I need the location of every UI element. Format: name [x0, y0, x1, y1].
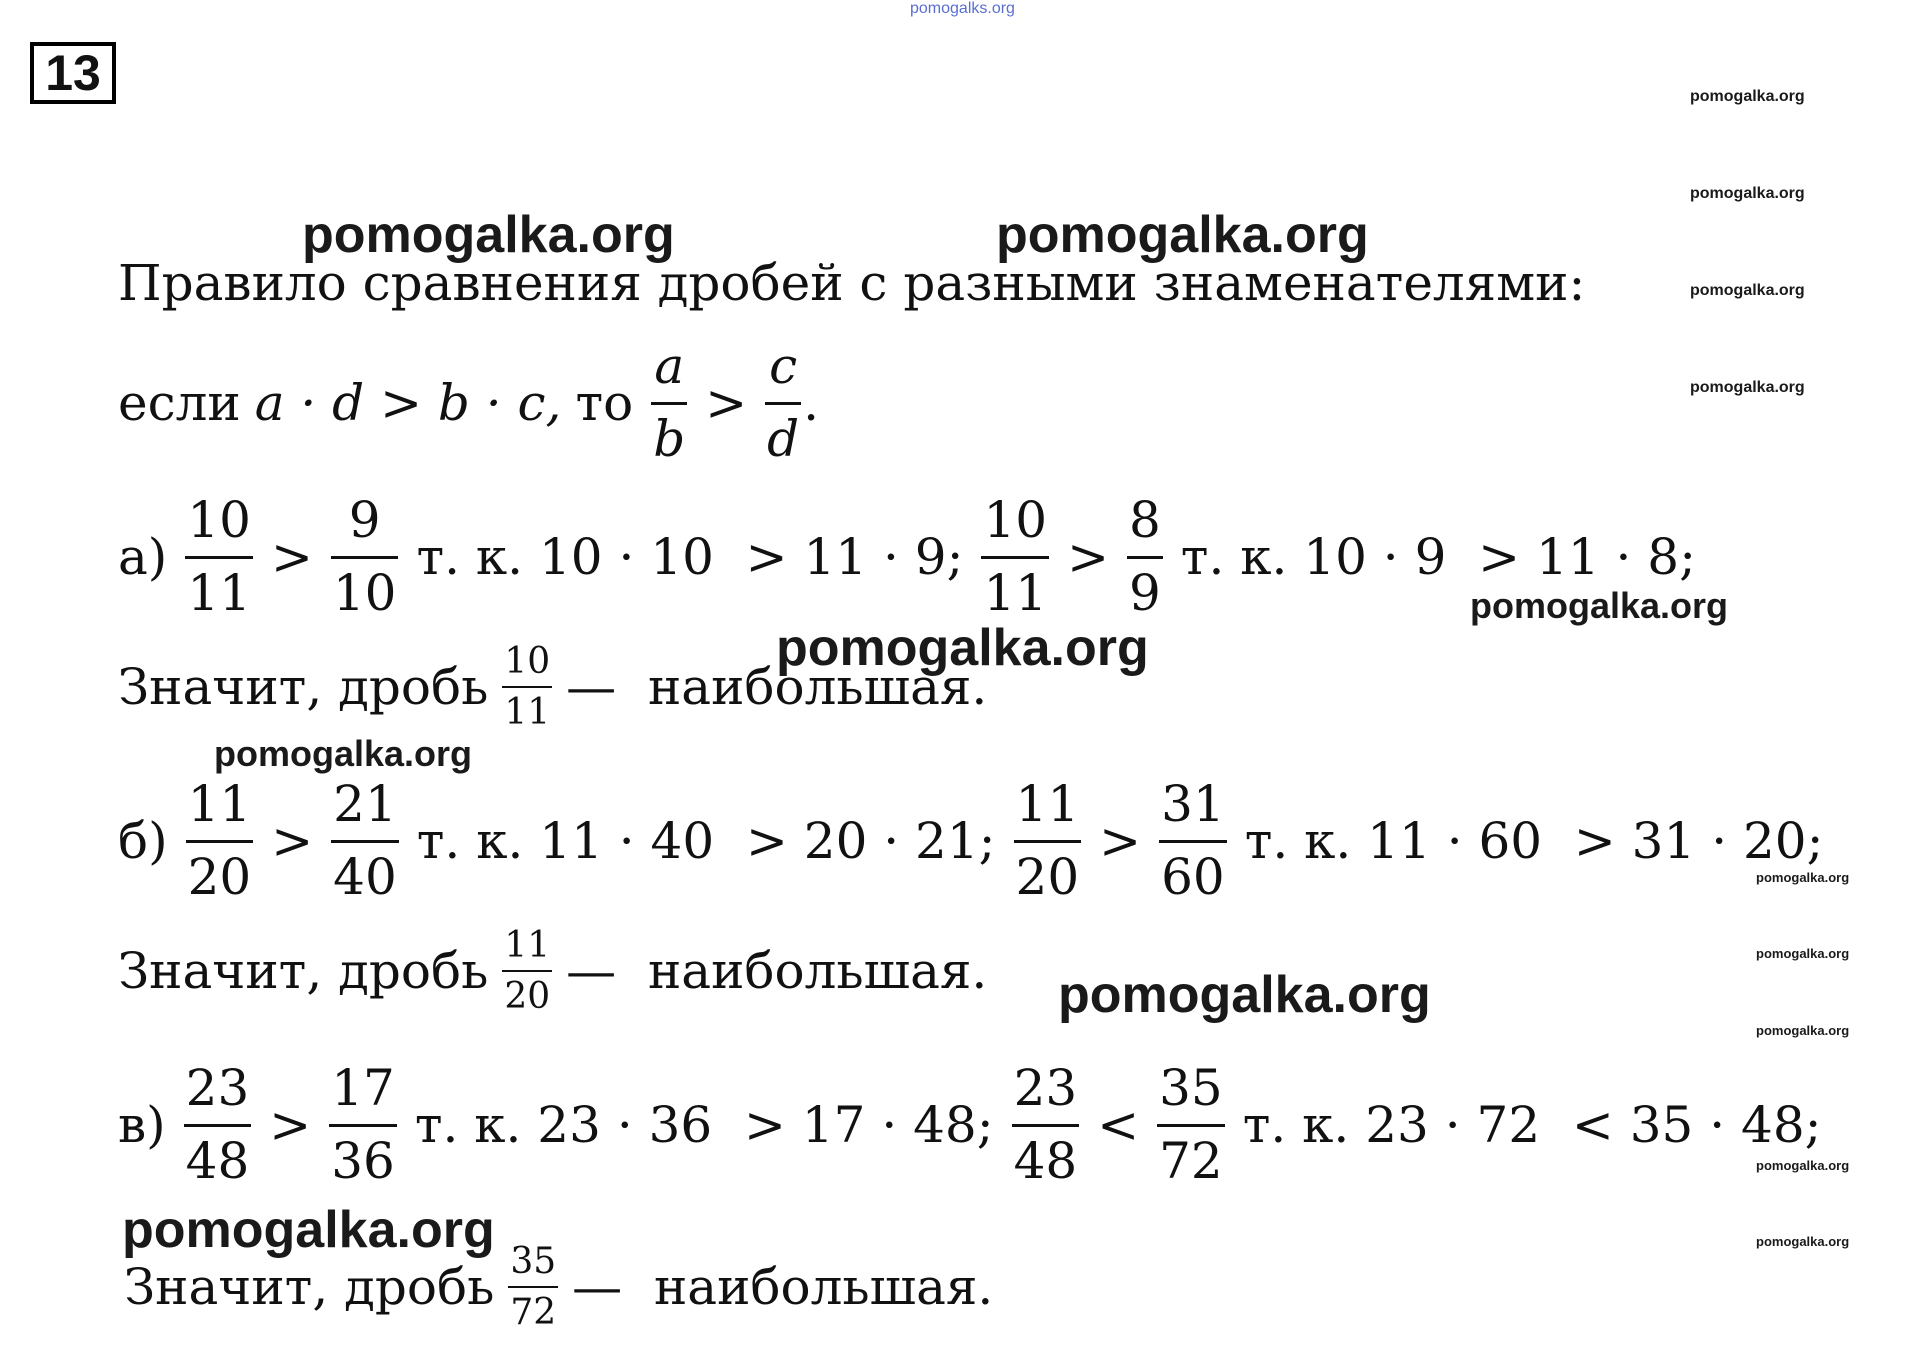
fraction-bar [508, 1286, 558, 1288]
fraction-bar [1014, 840, 1082, 843]
fraction [1159, 776, 1227, 906]
watermark: pomogalka.org [1058, 966, 1431, 1024]
rule-if: если [118, 374, 241, 432]
problem-number: 13 [30, 42, 116, 104]
fraction-numerator: 23 [1013, 1059, 1078, 1117]
fraction [502, 641, 552, 734]
watermark: pomogalka.org [122, 1201, 495, 1259]
fraction-numerator: 10 [983, 491, 1048, 549]
watermark: pomogalka.org [1756, 946, 1850, 961]
part-v-comparisons [118, 1050, 1822, 1200]
fraction-bar [651, 402, 687, 405]
comparison-sign: > [270, 528, 313, 586]
rule-title: Правило сравнения дробей с разными знаменателями: [118, 254, 1586, 312]
rule-condition: a · d > b · c, [254, 374, 562, 432]
fraction [1127, 492, 1163, 622]
fraction-bar [981, 556, 1049, 559]
fraction-numerator: 21 [333, 775, 397, 833]
fraction-numerator: 9 [348, 491, 381, 549]
fraction [185, 492, 253, 622]
watermark: pomogalka.org [1690, 185, 1805, 202]
fraction-denominator: 9 [1128, 563, 1161, 622]
fraction-bar [502, 686, 552, 688]
part-a-comparisons [118, 482, 1696, 632]
fraction-denominator: 11 [187, 563, 251, 622]
watermark: pomogalka.org [1756, 1023, 1850, 1038]
fraction-denominator: 72 [510, 1292, 557, 1333]
fraction-numerator: 11 [187, 775, 252, 833]
fraction-denominator: 48 [185, 1131, 250, 1190]
comparison-reason: т. к. 23 · 36 > 17 · 48; [414, 1096, 994, 1154]
part-b-comparisons [118, 766, 1823, 916]
watermark: pomogalka.org [1690, 282, 1805, 299]
watermark: pomogalka.org [302, 206, 675, 264]
comparison-sign: > [269, 1096, 312, 1154]
comparison-sign: > [271, 812, 314, 870]
fraction [186, 776, 254, 906]
fraction [331, 492, 399, 622]
part-v-conclusion [124, 1222, 993, 1352]
fraction-bar [185, 556, 253, 559]
watermark: pomogalka.org [1756, 1158, 1850, 1173]
watermark: pomogalka.org [1690, 379, 1805, 396]
watermark-top: pomogalks.org [910, 0, 1015, 17]
fraction-denominator: 40 [333, 847, 397, 906]
comparison-sign: > [1099, 812, 1142, 870]
conclusion-suffix: — наибольшая. [572, 1258, 994, 1316]
fraction-bar [502, 970, 552, 972]
fraction-numerator: 35 [510, 1240, 557, 1282]
fraction-numerator: 35 [1159, 1059, 1223, 1117]
fraction [981, 492, 1049, 622]
fraction [1014, 776, 1082, 906]
rule-right-fraction [765, 338, 801, 468]
fraction-denominator: 11 [983, 563, 1048, 622]
fraction-bar [186, 840, 254, 843]
fraction [1012, 1060, 1080, 1190]
fraction-bar [765, 402, 801, 405]
fraction-denominator: 10 [332, 563, 397, 622]
part-b-conclusion [118, 906, 987, 1036]
fraction-numerator: 8 [1128, 491, 1161, 549]
watermark: pomogalka.org [214, 733, 473, 774]
part-label: а) [118, 528, 168, 586]
conclusion-suffix: — наибольшая. [566, 658, 988, 716]
fraction [502, 925, 552, 1018]
fraction-denominator: 20 [187, 847, 252, 906]
fraction-numerator: 11 [504, 924, 551, 966]
rule-end: . [803, 374, 820, 432]
comparison-reason: т. к. 10 · 10 > 11 · 9; [416, 528, 964, 586]
fraction [508, 1241, 558, 1334]
fraction [1157, 1060, 1225, 1190]
fraction-numerator: 31 [1161, 775, 1225, 833]
comparison-reason: т. к. 11 · 40 > 20 · 21; [416, 812, 996, 870]
comparison-reason: т. к. 10 · 9 > 11 · 8; [1180, 528, 1696, 586]
part-label: б) [118, 812, 168, 870]
fraction-bar [331, 840, 399, 843]
part-label: в) [118, 1096, 166, 1154]
fraction [329, 1060, 397, 1190]
fraction-denominator: 36 [331, 1131, 395, 1190]
watermark: pomogalka.org [1470, 585, 1729, 626]
fraction-bar [1127, 556, 1163, 559]
rule-sign: > [705, 374, 748, 432]
comparison-sign: > [1067, 528, 1109, 586]
watermark: pomogalka.org [1756, 870, 1850, 885]
fraction-denominator: 20 [504, 976, 551, 1017]
rule-then: то [575, 374, 634, 432]
fraction-bar [329, 1124, 397, 1127]
fraction-numerator: 11 [1015, 775, 1080, 833]
watermark: pomogalka.org [1756, 1234, 1850, 1249]
fraction-bar [1159, 840, 1227, 843]
watermark: pomogalka.org [996, 206, 1369, 264]
fraction-denominator: 72 [1159, 1131, 1223, 1190]
comparison-reason: т. к. 11 · 60 > 31 · 20; [1244, 812, 1824, 870]
fraction-denominator: b [653, 409, 686, 468]
fraction-denominator: 60 [1161, 847, 1225, 906]
conclusion-prefix: Значит, дробь [124, 1258, 495, 1316]
watermark: pomogalka.org [1690, 88, 1805, 105]
fraction-bar [1012, 1124, 1080, 1127]
fraction-numerator: 10 [187, 491, 251, 549]
comparison-sign: < [1097, 1096, 1140, 1154]
fraction [331, 776, 399, 906]
fraction [184, 1060, 252, 1190]
fraction-bar [1157, 1124, 1225, 1127]
watermark: pomogalka.org [776, 619, 1149, 677]
fraction-bar [184, 1124, 252, 1127]
fraction-denominator: 48 [1013, 1131, 1078, 1190]
part-a-conclusion [118, 622, 987, 752]
fraction-bar [331, 556, 399, 559]
conclusion-prefix: Значит, дробь [118, 942, 489, 1000]
fraction-numerator: 10 [504, 640, 551, 682]
conclusion-suffix: — наибольшая. [566, 942, 988, 1000]
fraction-numerator: 17 [331, 1059, 395, 1117]
fraction-denominator: 11 [504, 692, 551, 733]
fraction-denominator: 20 [1015, 847, 1080, 906]
rule-formula [118, 328, 819, 478]
rule-left-fraction [651, 338, 687, 468]
fraction-numerator: c [769, 337, 798, 395]
comparison-reason: т. к. 23 · 72 < 35 · 48; [1242, 1096, 1822, 1154]
fraction-denominator: d [767, 409, 800, 468]
fraction-numerator: 23 [185, 1059, 250, 1117]
fraction-numerator: a [654, 337, 685, 395]
conclusion-prefix: Значит, дробь [118, 658, 489, 716]
